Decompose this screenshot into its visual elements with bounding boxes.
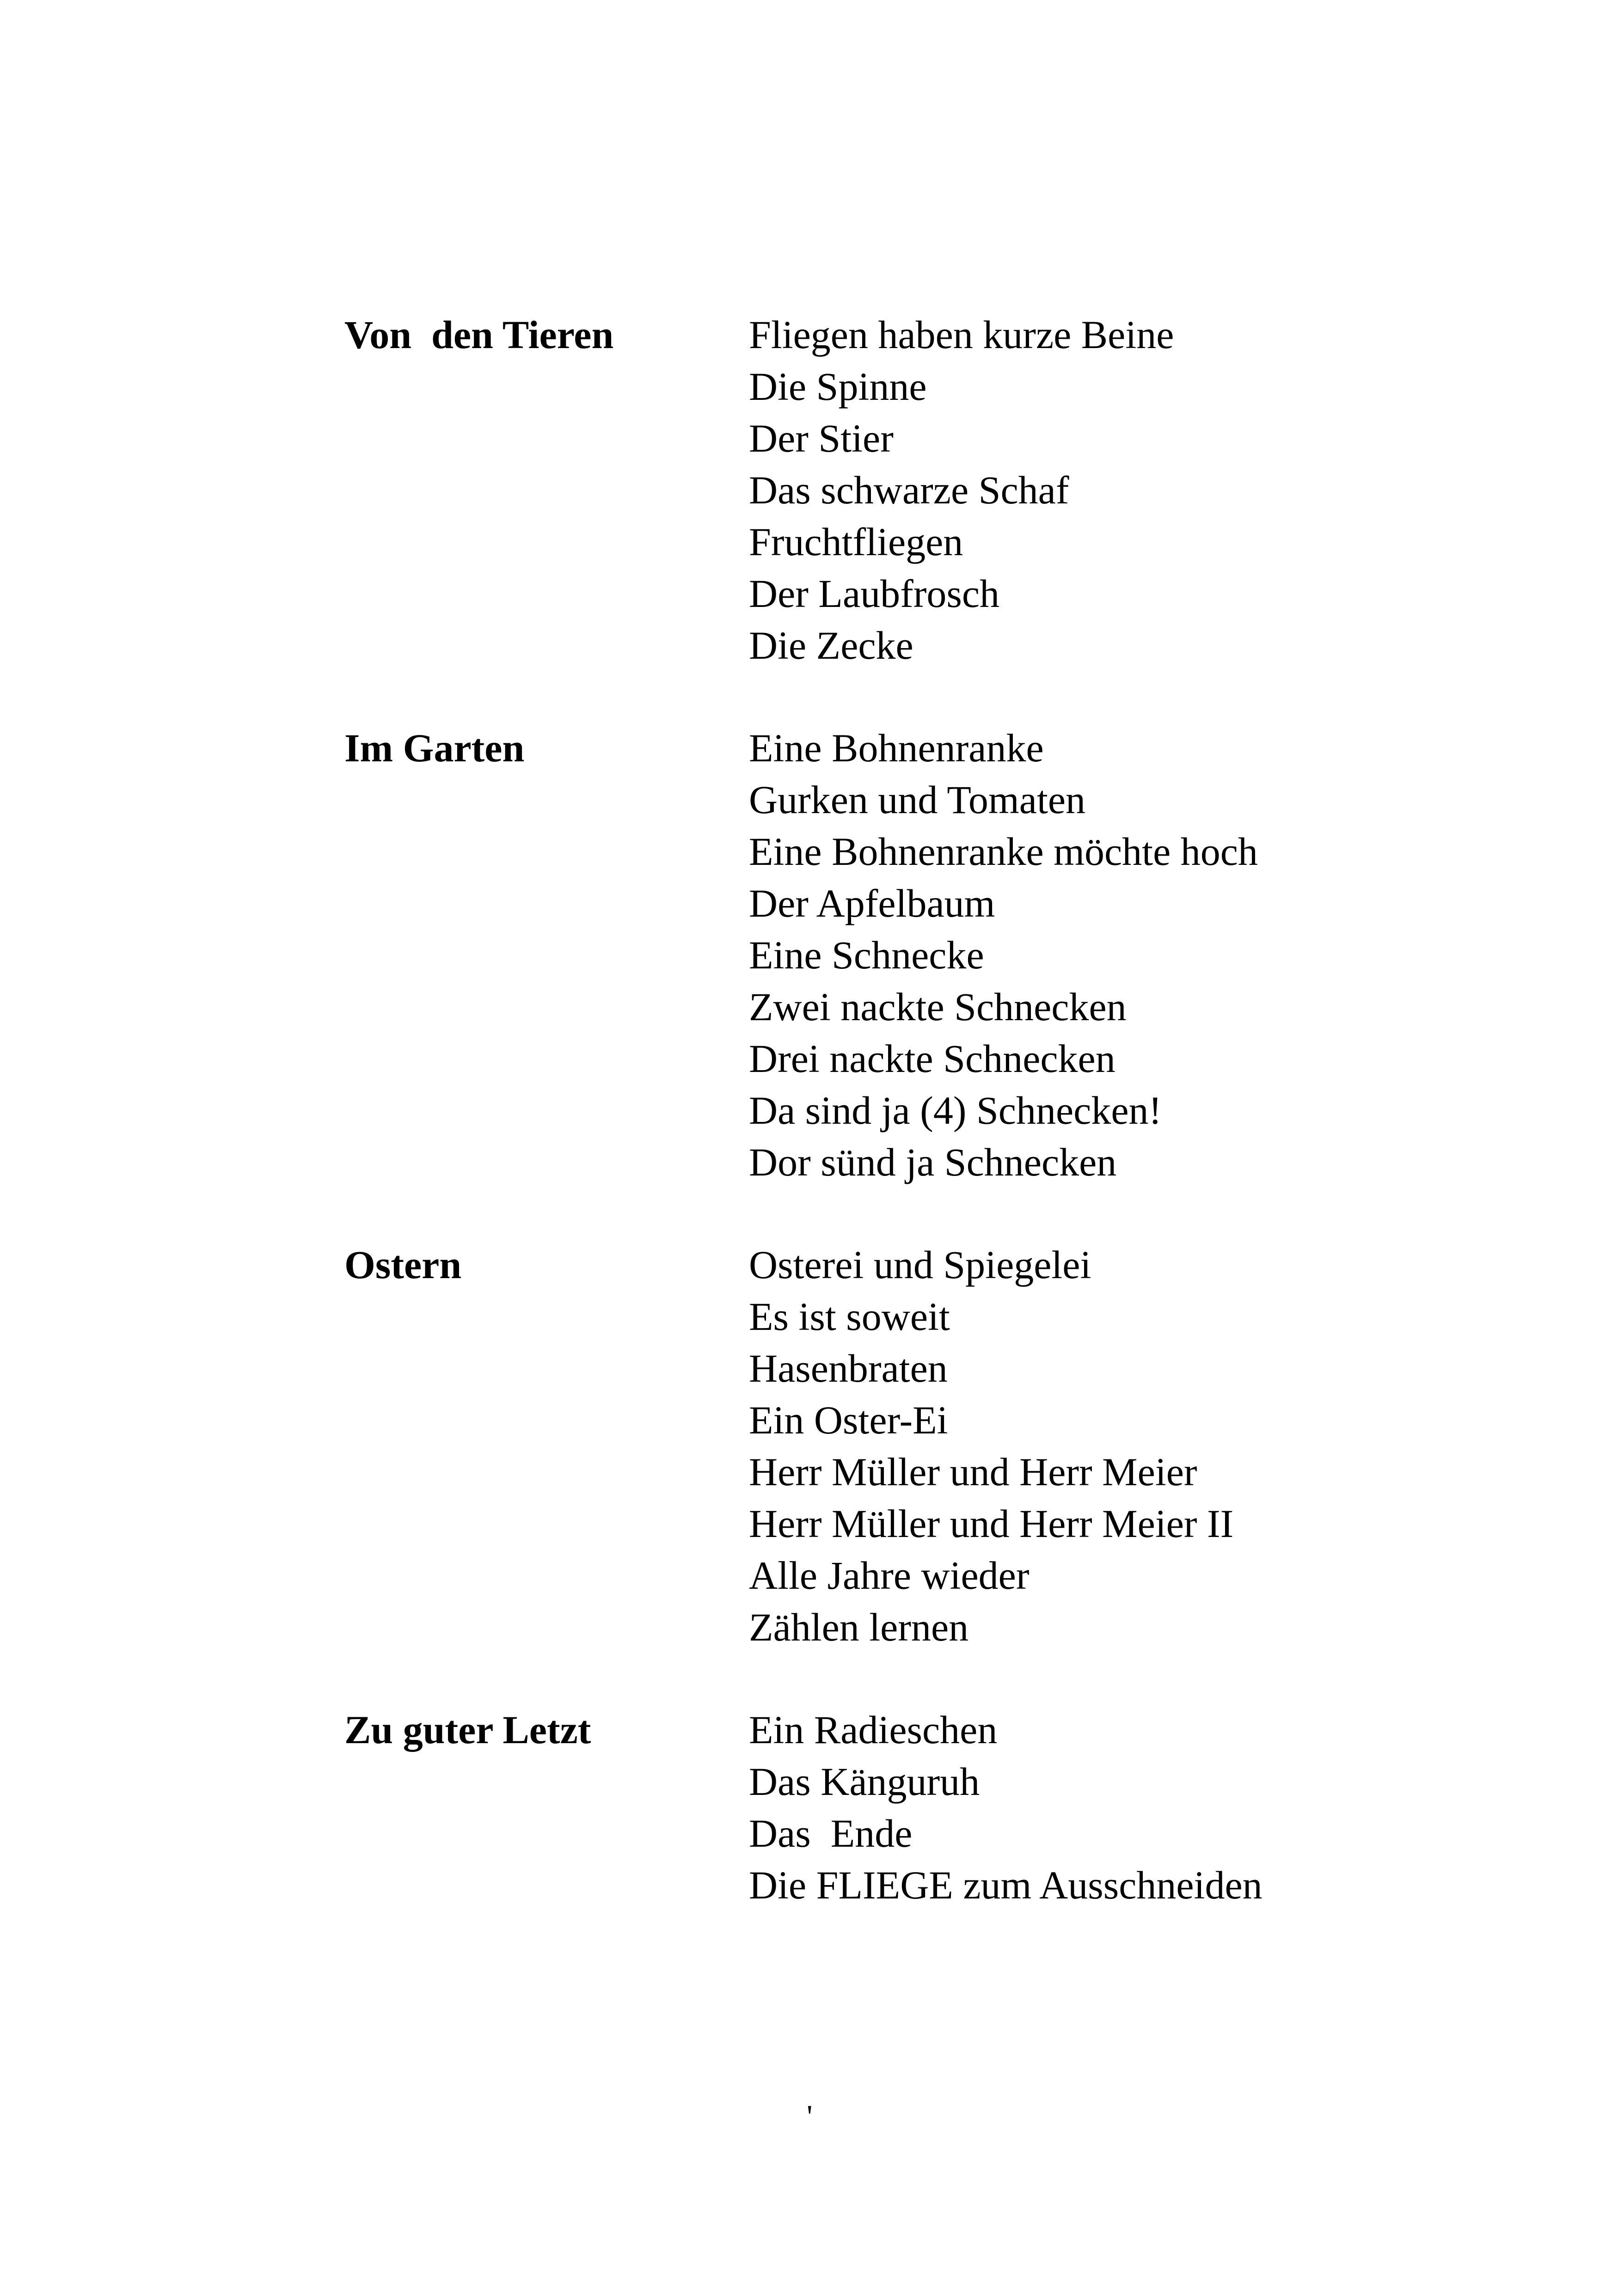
section-ostern	[344, 1239, 1454, 1653]
list-item: Es ist soweit	[749, 1294, 950, 1339]
page-mark: '	[807, 2099, 813, 2135]
list-item: Der Apfelbaum	[749, 881, 995, 925]
section-von-den-tieren	[344, 309, 1454, 671]
list-item: Hasenbraten	[749, 1346, 948, 1390]
list-item: Herr Müller und Herr Meier II	[749, 1501, 1234, 1546]
list-item: Eine Bohnenranke	[749, 726, 1044, 770]
list-item: Fliegen haben kurze Beine	[749, 312, 1174, 357]
section-title: Zu guter Letzt	[344, 1708, 591, 1752]
list-item: Ein Radieschen	[749, 1708, 998, 1752]
section-title: Von den Tieren	[344, 312, 614, 357]
table-of-contents	[344, 309, 1454, 1911]
list-item: Die Spinne	[749, 364, 927, 409]
list-item: Da sind ja (4) Schnecken!	[749, 1088, 1162, 1133]
list-item: Fruchtfliegen	[749, 520, 963, 564]
list-item: Herr Müller und Herr Meier	[749, 1450, 1197, 1494]
list-item: Alle Jahre wieder	[749, 1553, 1030, 1598]
list-item: Das Känguruh	[749, 1759, 980, 1804]
list-item: Zählen lernen	[749, 1605, 969, 1649]
list-item: Zwei nackte Schnecken	[749, 985, 1127, 1029]
list-item: Ein Oster-Ei	[749, 1398, 948, 1442]
entry-list	[749, 1239, 1233, 1653]
list-item: Osterei und Spiegelei	[749, 1243, 1091, 1287]
list-item: Der Stier	[749, 416, 894, 460]
list-item: Gurken und Tomaten	[749, 778, 1086, 822]
list-item: Eine Bohnenranke möchte hoch	[749, 829, 1258, 874]
entry-list	[749, 722, 1258, 1188]
list-item: Drei nackte Schnecken	[749, 1036, 1115, 1081]
list-item: Dor sünd ja Schnecken	[749, 1140, 1117, 1184]
list-item: Die FLIEGE zum Ausschneiden	[749, 1863, 1263, 1907]
list-item: Das schwarze Schaf	[749, 468, 1069, 512]
section-title: Im Garten	[344, 726, 525, 770]
list-item: Die Zecke	[749, 623, 913, 667]
entry-list	[749, 309, 1174, 671]
section-zu-guter-letzt	[344, 1704, 1454, 1911]
list-item: Eine Schnecke	[749, 933, 984, 977]
list-item: Das Ende	[749, 1811, 913, 1855]
entry-list	[749, 1704, 1263, 1911]
list-item: Der Laubfrosch	[749, 571, 1000, 616]
section-im-garten	[344, 722, 1454, 1188]
section-title: Ostern	[344, 1243, 462, 1287]
